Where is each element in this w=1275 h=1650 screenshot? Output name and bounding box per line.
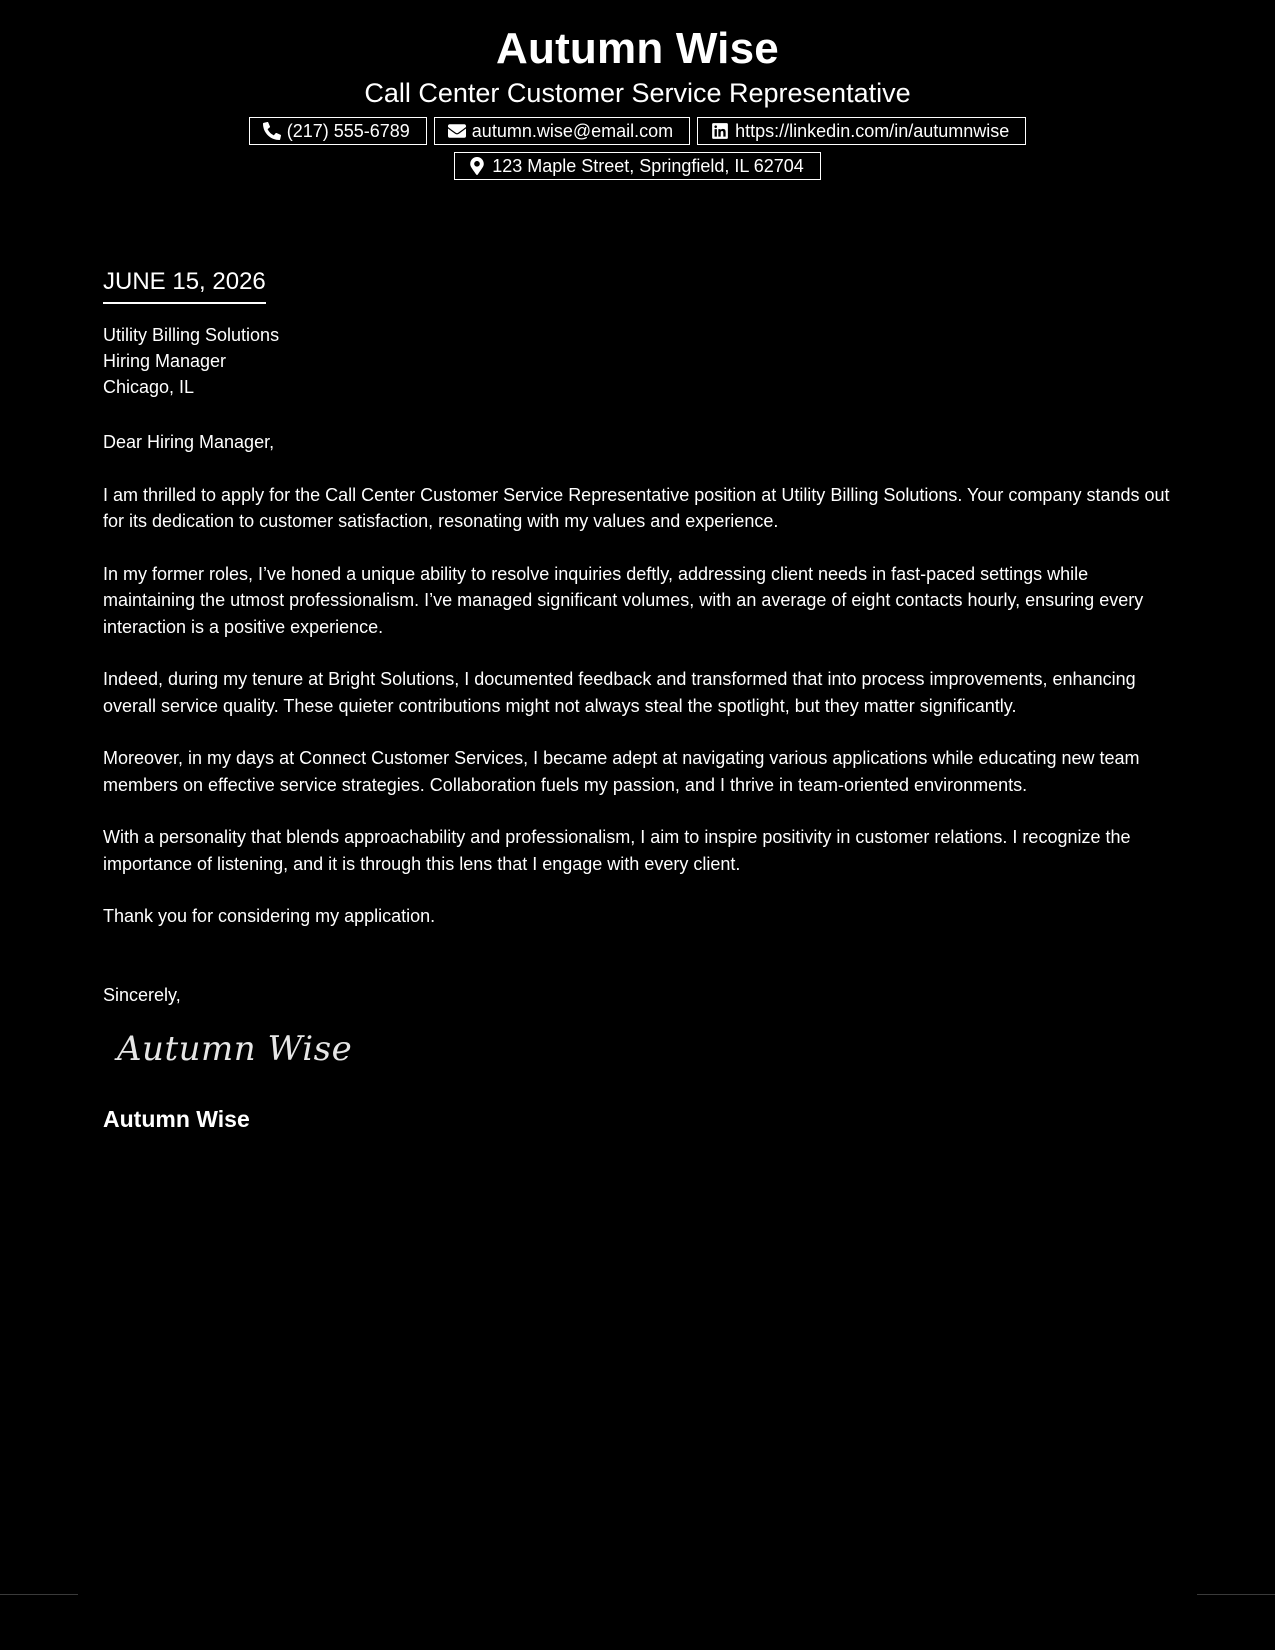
applicant-title: Call Center Customer Service Representative <box>364 78 911 108</box>
paragraph: I am thrilled to apply for the Call Center Customer Service Representative position at Utility Billing Solutions. Your company stands out for its dedication to customer satisfaction, resonating with my values and experience. <box>103 484 1170 531</box>
applicant-name: Autumn Wise <box>496 24 779 73</box>
paragraph: Thank you for considering my application. <box>103 906 436 926</box>
envelope-icon <box>448 122 466 140</box>
address-chip <box>454 152 821 180</box>
address-text: 123 Maple Street, Springfield, IL 62704 <box>492 156 804 176</box>
contact-row <box>0 117 1275 145</box>
recipient-block <box>103 322 1173 400</box>
phone-icon <box>263 122 281 140</box>
linkedin-text: https://linkedin.com/in/autumnwise <box>735 121 1010 141</box>
map-marker-icon <box>468 157 486 175</box>
linkedin-icon <box>711 122 729 140</box>
letter-body <box>103 265 1173 1133</box>
signature-image <box>117 1029 1173 1086</box>
salutation: Dear Hiring Manager, <box>103 432 275 452</box>
paragraph: Moreover, in my days at Connect Customer Services, I became adept at navigating various applications while educating new team members on effective service strategies. Collaboration fuels my passion, and I thrive in team-oriented environments. <box>103 748 1140 795</box>
paragraph: With a personality that blends approachability and professionalism, I aim to inspire positivity in customer relations. I recognize the importance of listening, and it is through this lens that I engage with every client. <box>103 827 1131 874</box>
letter-header <box>0 22 1275 180</box>
paragraph: In my former roles, I’ve honed a unique ability to resolve inquiries deftly, addressing client needs in fast-paced settings while maintaining the utmost professionalism. I’ve managed significant volumes, with an average of eight contacts hourly, ensuring every interaction is a positive experience. <box>103 563 1144 637</box>
footer-rule-left <box>0 1594 78 1595</box>
recipient-company: Utility Billing Solutions <box>103 325 280 345</box>
address-row <box>0 152 1275 180</box>
phone-text: (217) 555-6789 <box>286 121 410 141</box>
paragraph: Indeed, during my tenure at Bright Solutions, I documented feedback and transformed that into process improvements, enhancing overall service quality. These quieter contributions might not always steal the spotlight, but they matter significantly. <box>103 669 1136 716</box>
email-chip[interactable] <box>434 117 690 145</box>
email-text: autumn.wise@email.com <box>471 121 674 141</box>
phone-chip[interactable] <box>249 117 427 145</box>
signature-text: Autumn Wise <box>117 1029 353 1069</box>
recipient-location: Chicago, IL <box>103 377 195 397</box>
footer-rule-right <box>1197 1594 1275 1595</box>
signer-name: Autumn Wise <box>103 1106 250 1132</box>
closing: Sincerely, <box>103 984 181 1005</box>
recipient-role: Hiring Manager <box>103 351 227 371</box>
letter-date: JUNE 15, 2026 <box>103 265 266 304</box>
linkedin-chip[interactable] <box>697 117 1026 145</box>
